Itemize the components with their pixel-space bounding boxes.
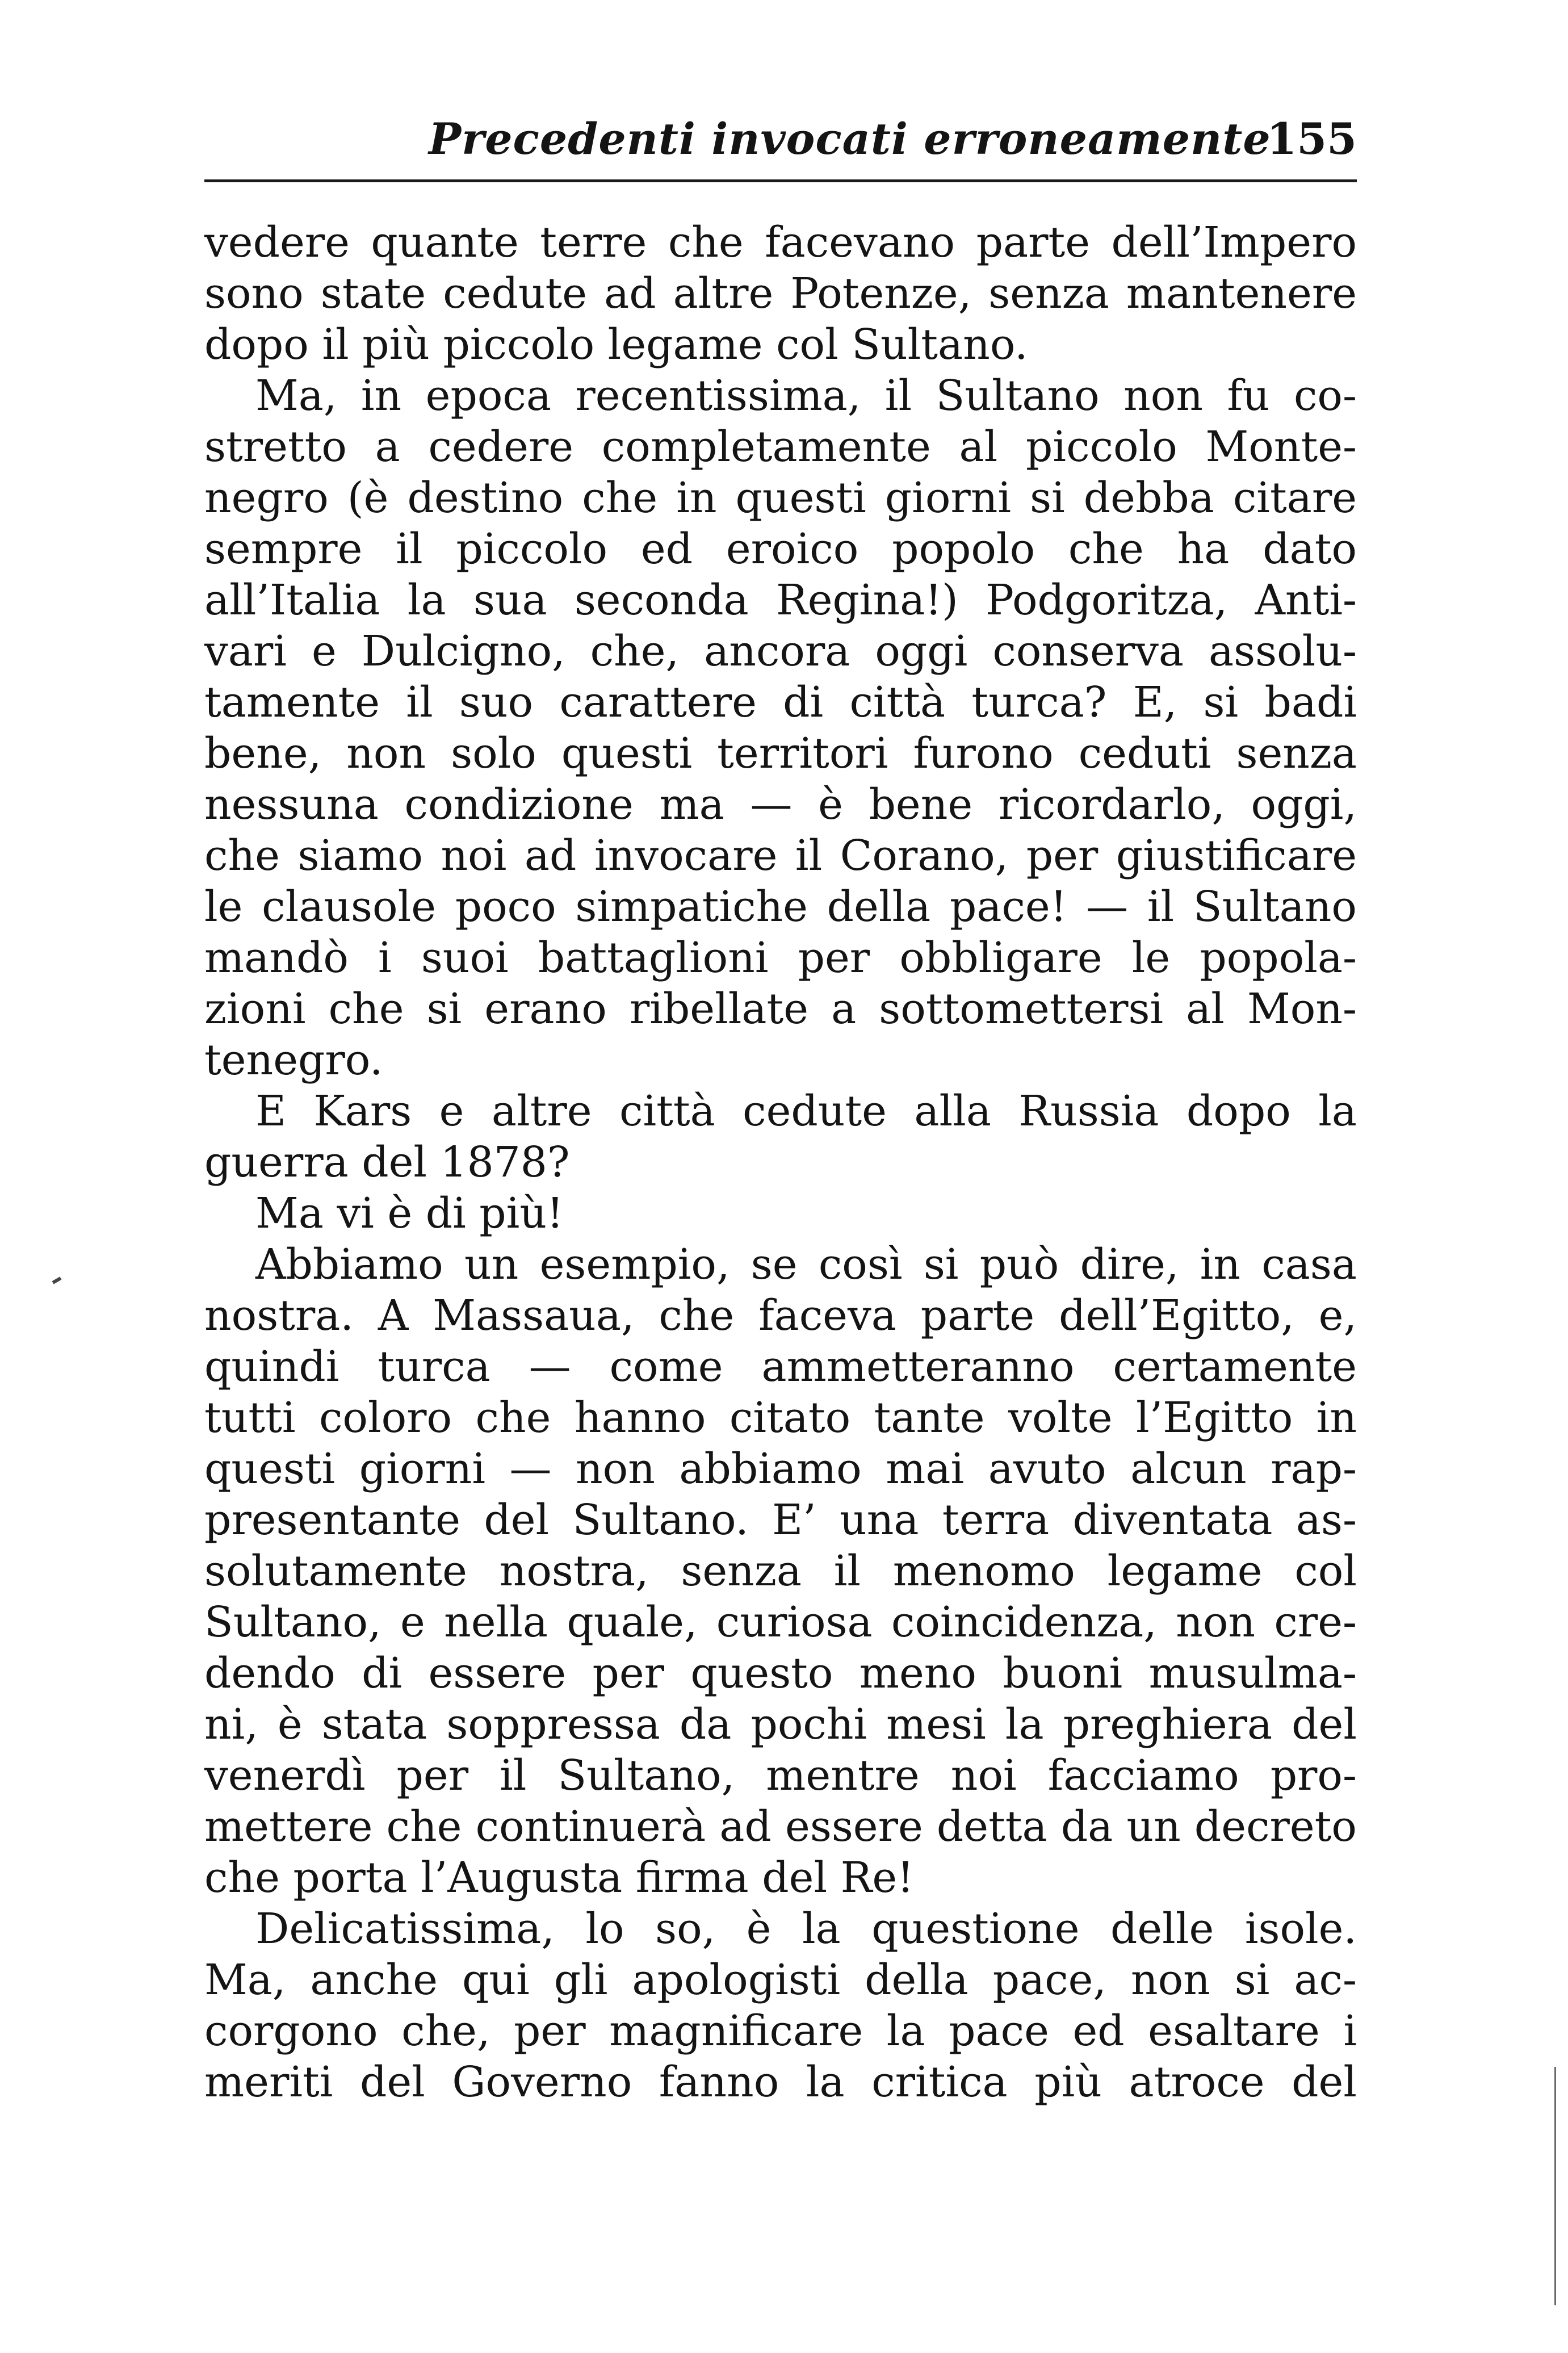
text-line: negro (è destino che in questi giorni si debba citare bbox=[204, 474, 1357, 522]
text-line: all’Italia la sua seconda Regina!) Podgoritza, Anti- bbox=[204, 576, 1357, 625]
text-line: Sultano, e nella quale, curiosa coincidenza, non cre- bbox=[204, 1598, 1357, 1647]
page-number: 155 bbox=[1267, 114, 1357, 164]
text-line: venerdì per il Sultano, mentre noi facciamo pro- bbox=[204, 1751, 1357, 1800]
text-line: dendo di essere per questo meno buoni musulma- bbox=[204, 1649, 1357, 1698]
text-line: corgono che, per magnificare la pace ed esaltare i bbox=[204, 2007, 1357, 2055]
text-line: stretto a cedere completamente al piccolo Monte- bbox=[204, 422, 1357, 471]
header-rule bbox=[204, 179, 1357, 182]
text-line: Ma, in epoca recentissima, il Sultano non fu co- bbox=[255, 371, 1357, 420]
text-line: tutti coloro che hanno citato tante volte l’Egitto in bbox=[204, 1393, 1357, 1442]
text-line: ni, è stata soppressa da pochi mesi la preghiera del bbox=[204, 1700, 1357, 1749]
text-line: dopo il più piccolo legame col Sultano. bbox=[204, 320, 1028, 369]
text-line: Abbiamo un esempio, se così si può dire, in casa bbox=[255, 1240, 1357, 1289]
text-line: guerra del 1878? bbox=[204, 1138, 570, 1187]
text-line: E Kars e altre città cedute alla Russia dopo la bbox=[255, 1087, 1357, 1136]
scan-mark bbox=[52, 1276, 62, 1284]
text-line: bene, non solo questi territori furono ceduti senza bbox=[204, 729, 1357, 778]
text-line: che siamo noi ad invocare il Corano, per giustificare bbox=[204, 831, 1357, 880]
text-line: nessuna condizione ma — è bene ricordarlo, oggi, bbox=[204, 780, 1357, 829]
text-line: le clausole poco simpatiche della pace! — il Sultano bbox=[204, 882, 1357, 931]
text-line: Ma, anche qui gli apologisti della pace, non si ac- bbox=[204, 1956, 1357, 2004]
text-line: mandò i suoi battaglioni per obbligare le popola- bbox=[204, 933, 1357, 982]
text-line: presentante del Sultano. E’ una terra diventata as- bbox=[204, 1496, 1357, 1544]
text-line: tamente il suo carattere di città turca? E, si badi bbox=[204, 678, 1357, 727]
text-line: meriti del Governo fanno la critica più atroce del bbox=[204, 2058, 1357, 2107]
text-line: Ma vi è di più! bbox=[255, 1189, 564, 1238]
text-line: che porta l’Augusta firma del Re! bbox=[204, 1853, 914, 1902]
text-line: vari e Dulcigno, che, ancora oggi conserva assolu- bbox=[204, 627, 1357, 676]
page-header bbox=[204, 108, 1357, 187]
text-line: solutamente nostra, senza il menomo legame col bbox=[204, 1547, 1357, 1596]
text-line: quindi turca — come ammetteranno certamente bbox=[204, 1342, 1357, 1391]
text-line: Delicatissima, lo so, è la questione delle isole. bbox=[255, 1904, 1357, 1953]
text-line: tenegro. bbox=[204, 1036, 383, 1085]
text-line: zioni che si erano ribellate a sottomettersi al Mon- bbox=[204, 985, 1357, 1033]
text-line: vedere quante terre che facevano parte dell’Impero bbox=[204, 218, 1357, 267]
text-line: mettere che continuerà ad essere detta da un decreto bbox=[204, 1802, 1357, 1851]
text-line: sempre il piccolo ed eroico popolo che ha dato bbox=[204, 525, 1357, 573]
text-line: questi giorni — non abbiamo mai avuto alcun rap- bbox=[204, 1445, 1357, 1493]
running-title: Precedenti invocati erroneamente bbox=[429, 114, 1271, 164]
page-edge-line bbox=[1554, 2067, 1556, 2305]
text-line: sono state cedute ad altre Potenze, senza mantenere bbox=[204, 269, 1357, 318]
text-line: nostra. A Massaua, che faceva parte dell’Egitto, e, bbox=[204, 1291, 1357, 1340]
